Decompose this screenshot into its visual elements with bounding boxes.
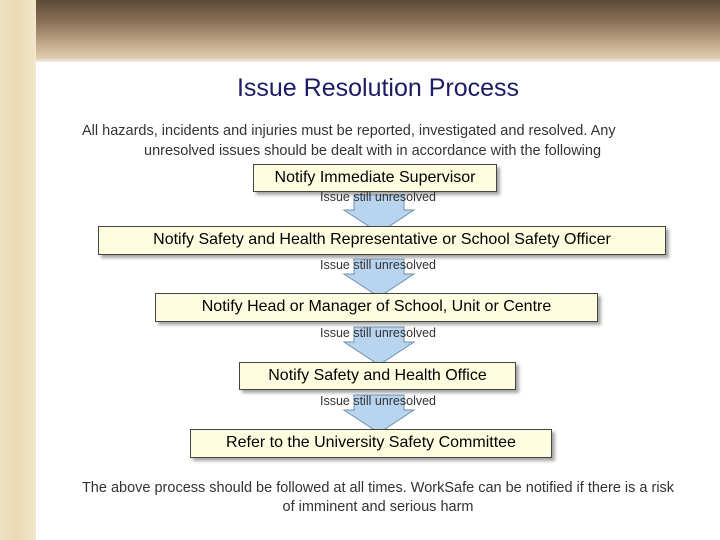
intro-line-1: All hazards, incidents and injuries must be reported, investigated and resolved. Any [82,123,616,139]
connector-label: Issue still unresolved [319,258,437,272]
slide-title: Issue Resolution Process [236,74,520,102]
connector-label: Issue still unresolved [319,190,437,204]
connector-label: Issue still unresolved [319,326,437,340]
step-refer-committee: Refer to the University Safety Committee [190,429,552,458]
intro-paragraph [78,121,682,161]
footer-line-2: of imminent and serious harm [282,499,474,515]
step-notify-head: Notify Head or Manager of School, Unit or Centre [155,293,598,322]
step-notify-representative: Notify Safety and Health Representative or School Safety Officer [98,226,666,255]
header-banner [36,0,720,62]
intro-line-2: unresolved issues should be dealt with in accordance with the following [144,143,602,159]
footer-note [40,479,716,517]
footer-line-1: The above process should be followed at all times. WorkSafe can be notified if there is a risk [81,480,675,496]
step-notify-supervisor: Notify Immediate Supervisor [253,164,497,192]
step-notify-office: Notify Safety and Health Office [239,362,516,390]
connector-label: Issue still unresolved [319,394,437,408]
